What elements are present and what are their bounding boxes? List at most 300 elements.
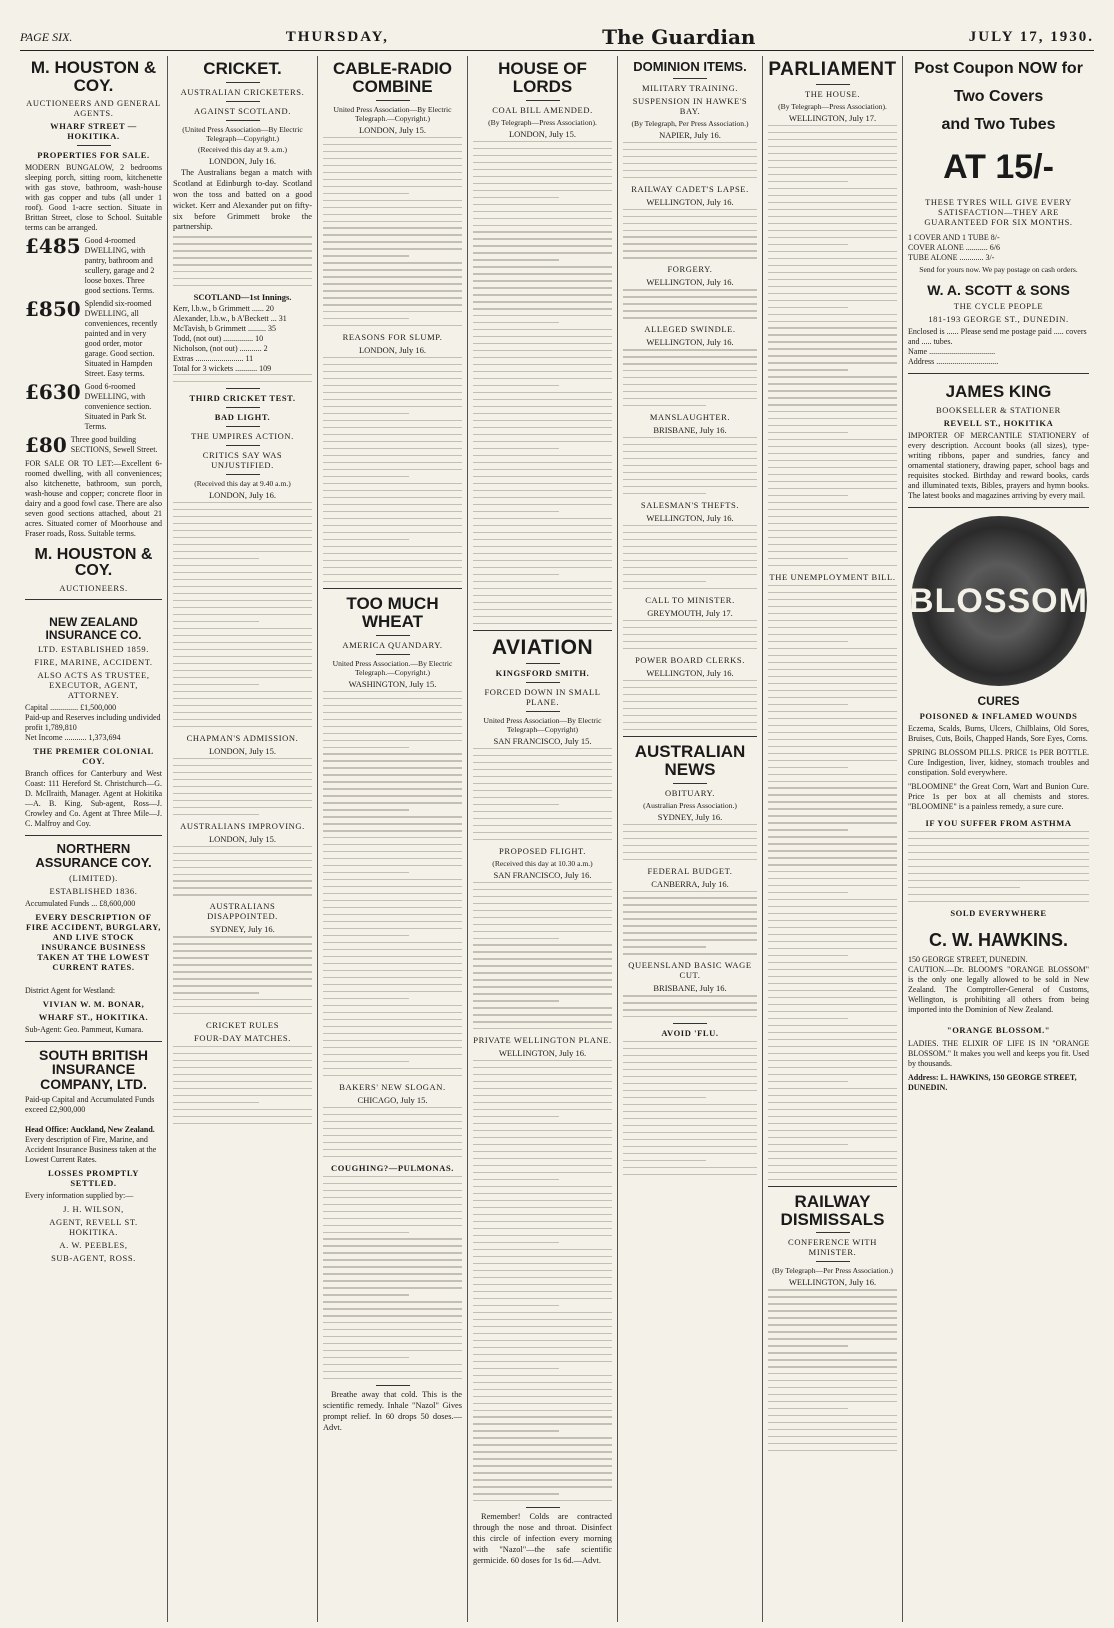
divider (816, 84, 850, 85)
text-line (473, 462, 612, 463)
text-line (173, 523, 312, 524)
dominion-sub-4: FORGERY. (667, 264, 713, 275)
score-line-6: Extras ........................ 11 (173, 354, 254, 364)
price-850: £850 (25, 296, 81, 321)
text-line (323, 1005, 462, 1006)
text-line (768, 369, 848, 370)
text-line (623, 701, 757, 702)
wheat-credit: United Press Association.—By Electric Telegraph.—Copyright.) (332, 658, 453, 677)
south-british-agent-address: AGENT, REVELL ST. HOKITIKA. (49, 1216, 138, 1237)
text-line (768, 230, 897, 231)
text-line (323, 809, 409, 810)
text-line (768, 1366, 897, 1367)
text-line (623, 1041, 757, 1042)
text-line (473, 1375, 612, 1376)
text-line (173, 1123, 312, 1124)
text-line (173, 1060, 312, 1061)
text-line (173, 887, 312, 888)
text-line (623, 370, 757, 371)
text-line (323, 455, 462, 456)
text-line (623, 581, 706, 582)
divider (526, 711, 560, 712)
text-line (173, 874, 312, 875)
text-line (473, 141, 612, 142)
text-line (323, 781, 462, 782)
article-text (623, 289, 757, 318)
text-line (768, 941, 897, 942)
text-line (473, 238, 612, 239)
text-line (623, 216, 757, 217)
james-king-subtitle: BOOKSELLER & STATIONER (936, 405, 1061, 415)
text-line (623, 911, 757, 912)
text-line (323, 1149, 462, 1150)
text-line (323, 795, 462, 796)
text-line (323, 511, 462, 512)
cable-credit: United Press Association—By Electric Telegraph.—Copyright.) (333, 104, 452, 123)
coupon-line-2: Two Covers (953, 88, 1044, 105)
text-line (323, 1336, 462, 1337)
text-line (473, 204, 612, 205)
text-line (323, 1378, 462, 1379)
text-line (323, 581, 462, 582)
text-line (768, 676, 897, 677)
text-line (473, 1158, 612, 1159)
divider (226, 474, 260, 475)
text-line (473, 623, 612, 624)
text-line (173, 719, 312, 720)
text-line (768, 962, 897, 963)
text-line (173, 985, 312, 986)
text-line (323, 1040, 462, 1041)
divider (816, 1232, 850, 1233)
text-line (768, 760, 897, 761)
text-line (908, 845, 1089, 846)
text-line (323, 1350, 462, 1351)
text-line (768, 885, 897, 886)
divider (226, 426, 260, 427)
text-line (623, 845, 757, 846)
dominion-dateline-8: WELLINGTON, July 16. (646, 667, 734, 678)
price-630: £630 (25, 379, 81, 404)
column-cricket (168, 56, 318, 1622)
text-line (323, 970, 462, 971)
dominion-credit: (By Telegraph, Per Press Association.) (631, 118, 749, 128)
text-line (473, 162, 612, 163)
divider (526, 663, 560, 664)
text-line (323, 991, 462, 992)
south-british-info: Every information supplied by:— (25, 1190, 134, 1200)
text-line (473, 218, 612, 219)
text-line (323, 441, 462, 442)
text-line (768, 446, 897, 447)
article-text (623, 142, 757, 178)
text-line (323, 977, 462, 978)
text-line (768, 592, 897, 593)
text-line (473, 406, 612, 407)
text-line (173, 978, 312, 979)
listing-630 (25, 379, 162, 432)
cricket-sub-5: THE UMPIRES ACTION. (191, 431, 294, 442)
text-line (173, 271, 312, 272)
text-line (173, 1088, 312, 1089)
text-line (768, 1345, 848, 1346)
text-line (768, 1067, 897, 1068)
text-line (768, 348, 897, 349)
dominion-sub-1: MILITARY TRAINING. (641, 82, 739, 93)
text-line (473, 1284, 612, 1285)
text-line (473, 190, 612, 191)
text-line (623, 1069, 757, 1070)
text-line (323, 698, 462, 699)
text-line (623, 142, 757, 143)
cricket-body: The Australians began a match with Scotland at Edinburgh to-day. Scotland won the toss and batted on a good wicket. Kerr and Alexander put on fifty-six before Grimmett broke the partnership. (173, 167, 312, 232)
text-line (473, 979, 612, 980)
text-line (473, 539, 612, 540)
text-line (768, 585, 897, 586)
text-line (323, 1232, 409, 1233)
text-line (623, 859, 757, 860)
text-line (623, 177, 757, 178)
text-line (623, 560, 757, 561)
text-line (173, 800, 312, 801)
text-line (173, 860, 312, 861)
text-line (768, 279, 897, 280)
tyre-send: Send for yours now. We pay postage on cash orders. (919, 265, 1078, 274)
parliament-headline: PARLIAMENT (768, 59, 897, 80)
text-line (768, 390, 897, 391)
text-line (768, 1137, 897, 1138)
text-line (323, 900, 462, 901)
text-line (323, 186, 462, 187)
text-line (323, 837, 462, 838)
text-line (473, 511, 559, 512)
text-line (323, 1019, 462, 1020)
text-line (173, 1081, 312, 1082)
text-line (768, 565, 897, 566)
article-text (173, 846, 312, 896)
text-line (323, 371, 462, 372)
text-line (323, 767, 462, 768)
text-line (173, 537, 312, 538)
text-line (473, 329, 612, 330)
text-line (473, 1305, 559, 1306)
score-line-2: Alexander, l.b.w., b A'Beckett ... 31 (173, 314, 287, 324)
text-line (173, 579, 312, 580)
text-line (173, 243, 312, 244)
cricket-dateline-5: SYDNEY, July 16. (210, 924, 275, 935)
text-line (768, 341, 897, 342)
text-line (623, 398, 757, 399)
tyre-list-1: 1 COVER AND 1 TUBE 8/- (908, 233, 1000, 242)
text-line (323, 802, 462, 803)
text-line (768, 509, 897, 510)
columns (20, 56, 1094, 1622)
south-british-agent-2-address: SUB-AGENT, ROSS. (51, 1252, 136, 1263)
text-line (768, 1303, 897, 1304)
text-line (473, 896, 612, 897)
premier-company: THE PREMIER COLONIAL COY. (33, 746, 154, 767)
text-line (768, 920, 897, 921)
northern-subtitle: (LIMITED). (69, 872, 118, 883)
cricket-sub-2: AGAINST SCOTLAND. (194, 105, 291, 116)
text-line (473, 1319, 612, 1320)
text-line (623, 1062, 757, 1063)
text-line (768, 321, 897, 322)
text-line (323, 525, 462, 526)
text-line (173, 285, 312, 286)
text-line (323, 760, 462, 761)
text-line (623, 852, 757, 853)
nz-insurance-title: NEW ZEALAND INSURANCE CO. (45, 615, 142, 642)
text-line (323, 1183, 462, 1184)
text-line (623, 532, 757, 533)
text-line (623, 310, 757, 311)
text-line (768, 976, 897, 977)
text-line (768, 1450, 897, 1451)
text-line (173, 1095, 312, 1096)
text-line (768, 1429, 897, 1430)
text-line (768, 1025, 897, 1026)
text-line (623, 715, 757, 716)
text-line (768, 314, 897, 315)
text-line (473, 1172, 612, 1173)
text-line (768, 1179, 897, 1180)
scott-subtitle: THE CYCLE PEOPLE (953, 301, 1044, 311)
text-line (768, 334, 897, 335)
text-line (768, 293, 897, 294)
text-line (323, 1135, 462, 1136)
text-line (323, 1107, 462, 1108)
james-king-body: IMPORTER OF MERCANTILE STATIONERY of every description. Account books (all sizes), type-writing ribbons, paper and sundries, fancy and ornamental stationery, drawing paper, school bags and requisites stocked. Birthday and reward books, cards and illuminated texts, Bibles, prayers and hymn books. The latest books and magazines arriving by every mail. (908, 431, 1089, 500)
text-line (623, 243, 757, 244)
text-line (623, 1132, 757, 1133)
text-line (768, 1401, 897, 1402)
text-line (323, 434, 462, 435)
northern-agent-name: VIVIAN W. M. BONAR, (42, 998, 145, 1009)
text-line (623, 472, 757, 473)
text-line (768, 969, 897, 970)
masthead-day: THURSDAY, (285, 28, 389, 45)
text-line (623, 627, 757, 628)
text-line (323, 574, 462, 575)
text-line (768, 1074, 897, 1075)
text-line (768, 850, 897, 851)
lords-credit: (By Telegraph—Press Association). (488, 117, 597, 127)
text-line (473, 1326, 612, 1327)
text-line (323, 385, 462, 386)
text-line (768, 523, 897, 524)
capital-line-3: Net Income ........... 1,373,694 (25, 733, 121, 743)
text-line (768, 620, 897, 621)
cable-sub-1: REASONS FOR SLUMP. (342, 332, 443, 343)
nz-insurance-lines: FIRE, MARINE, ACCIDENT. (34, 657, 153, 668)
text-line (323, 406, 462, 407)
text-line (768, 132, 897, 133)
text-line (473, 1067, 612, 1068)
text-line (323, 907, 462, 908)
text-line (323, 378, 462, 379)
aviation-received: (Received this day at 10.30 a.m.) (492, 858, 593, 868)
branch-offices: Branch offices for Canterbury and West Coast: 111 Hereford St. Christchurch—G. D. McIlraith, Manager. Agent at Hokitika—A. B. King. Sub-agent, Ross—J. Crowley and Co. Agent at Three Mile—J. C. Malfroy and Coy. (25, 769, 162, 829)
coupon-name-field: Name ................................. (908, 347, 996, 356)
text-line (768, 599, 897, 600)
text-line (173, 586, 312, 587)
text-line (323, 227, 462, 228)
text-line (768, 892, 848, 893)
text-line (323, 1266, 462, 1267)
column-parliament (763, 56, 903, 1622)
text-line (323, 1287, 462, 1288)
text-line (323, 318, 409, 319)
text-line (173, 1067, 312, 1068)
text-line (768, 160, 897, 161)
text-line (473, 1354, 612, 1355)
wheat-sub-2: BAKERS' NEW SLOGAN. (339, 1081, 446, 1092)
text-line (768, 725, 897, 726)
text-line (473, 1137, 612, 1138)
text-line (323, 1075, 462, 1076)
south-british-title: SOUTH BRITISH INSURANCE COMPANY, LTD. (39, 1046, 148, 1093)
text-line (768, 662, 897, 663)
text-line (768, 801, 897, 802)
text-line (473, 1361, 612, 1362)
text-line (473, 1382, 612, 1383)
text-line (323, 490, 462, 491)
text-line (768, 1165, 897, 1166)
text-line (768, 934, 897, 935)
text-line (323, 304, 462, 305)
text-line (173, 593, 312, 594)
lords-dateline: LONDON, July 15. (508, 128, 577, 139)
text-line (473, 595, 612, 596)
text-line (768, 1095, 897, 1096)
aviation-sub-2: FORCED DOWN IN SMALL PLANE. (484, 686, 601, 707)
text-line (768, 648, 897, 649)
text-line (768, 1011, 897, 1012)
divider (77, 145, 111, 146)
sold-everywhere: SOLD EVERYWHERE (950, 907, 1047, 918)
text-line (323, 844, 462, 845)
text-line (323, 399, 462, 400)
divider (226, 82, 260, 83)
text-line (323, 165, 462, 166)
text-line (473, 378, 612, 379)
tyre-list-2: COVER ALONE ........... 6/6 (908, 243, 1000, 252)
bloomine-advert: "BLOOMINE" the Great Corn, Wart and Bunion Cure. Price 1s per box at all chemists and stores. "BLOOMINE" is a painless remedy, a sure cure. (908, 782, 1089, 811)
text-line (473, 1410, 612, 1411)
text-line (623, 953, 757, 954)
text-line (323, 325, 462, 326)
text-line (323, 200, 462, 201)
text-line (473, 1186, 612, 1187)
wheat-headline: TOO MUCH WHEAT (346, 593, 439, 631)
text-line (623, 1055, 757, 1056)
text-line (323, 1156, 462, 1157)
score-total: Total for 3 wickets ........... 109 (173, 364, 272, 374)
text-line (173, 1102, 259, 1103)
text-line (473, 259, 559, 260)
text-line (473, 1144, 612, 1145)
parliament-dateline: WELLINGTON, July 17. (788, 112, 877, 123)
northern-established: ESTABLISHED 1836. (49, 885, 138, 896)
text-line (768, 1317, 897, 1318)
text-line (473, 1437, 612, 1438)
text-line (623, 236, 757, 237)
wheat-sub-1: AMERICA QUANDARY. (342, 639, 443, 650)
divider (673, 1023, 707, 1024)
text-line (768, 1109, 897, 1110)
aviation-sub-3: PROPOSED FLIGHT. (499, 845, 586, 856)
text-line (323, 262, 462, 263)
text-line (473, 1423, 612, 1424)
text-line (623, 384, 757, 385)
dominion-sub-7: SALESMAN'S THEFTS. (640, 500, 740, 511)
divider (908, 507, 1089, 508)
text-line (473, 560, 612, 561)
text-line (768, 181, 848, 182)
text-line (908, 901, 1089, 902)
text-line (908, 887, 1020, 888)
text-line (768, 1422, 897, 1423)
text-line (623, 451, 757, 452)
blossom-seal-logo (911, 516, 1087, 686)
northern-subagent: Sub-Agent: Geo. Pammeut, Kumara. (25, 1024, 144, 1034)
wheat-dateline: WASHINGTON, July 15. (348, 678, 437, 689)
text-line (473, 1486, 612, 1487)
text-line (473, 1179, 559, 1180)
text-line (323, 747, 409, 748)
text-line (323, 788, 462, 789)
text-line (473, 1130, 612, 1131)
text-line (323, 567, 462, 568)
text-line (323, 935, 409, 936)
text-line (323, 172, 462, 173)
cable-dateline-2: LONDON, July 16. (358, 345, 427, 356)
text-line (908, 873, 1089, 874)
text-line (473, 1021, 612, 1022)
text-line (768, 237, 897, 238)
text-line (768, 1415, 897, 1416)
article-text (473, 748, 612, 840)
text-line (623, 444, 757, 445)
cricket-sub-10: CRICKET RULES (205, 1020, 280, 1031)
text-line (768, 1144, 848, 1145)
text-line (173, 712, 312, 713)
text-line (473, 882, 612, 883)
article-text (173, 236, 312, 286)
text-line (323, 476, 409, 477)
text-line (623, 377, 757, 378)
coupon-enclosed: Enclosed is ...... Please send me postage paid ..... covers and ..... tubes. (908, 327, 1087, 346)
houston-subtitle-2: AUCTIONEERS. (59, 583, 128, 594)
text-line (473, 525, 612, 526)
text-line (173, 1053, 312, 1054)
listing-630-text: Good 6-roomed DWELLING, with convenience section. Situated in Park St. Terms. (84, 381, 152, 431)
text-line (173, 814, 259, 815)
text-line (323, 297, 462, 298)
text-line (768, 174, 897, 175)
cricket-sub-1: AUSTRALIAN CRICKETERS. (180, 86, 305, 97)
scott-title: W. A. SCOTT & SONS (927, 282, 1070, 298)
article-text (473, 882, 612, 1030)
text-line (473, 469, 612, 470)
text-line (473, 931, 612, 932)
divider (526, 100, 560, 101)
text-line (768, 1324, 897, 1325)
text-line (768, 397, 897, 398)
text-line (623, 149, 757, 150)
text-line (323, 420, 462, 421)
